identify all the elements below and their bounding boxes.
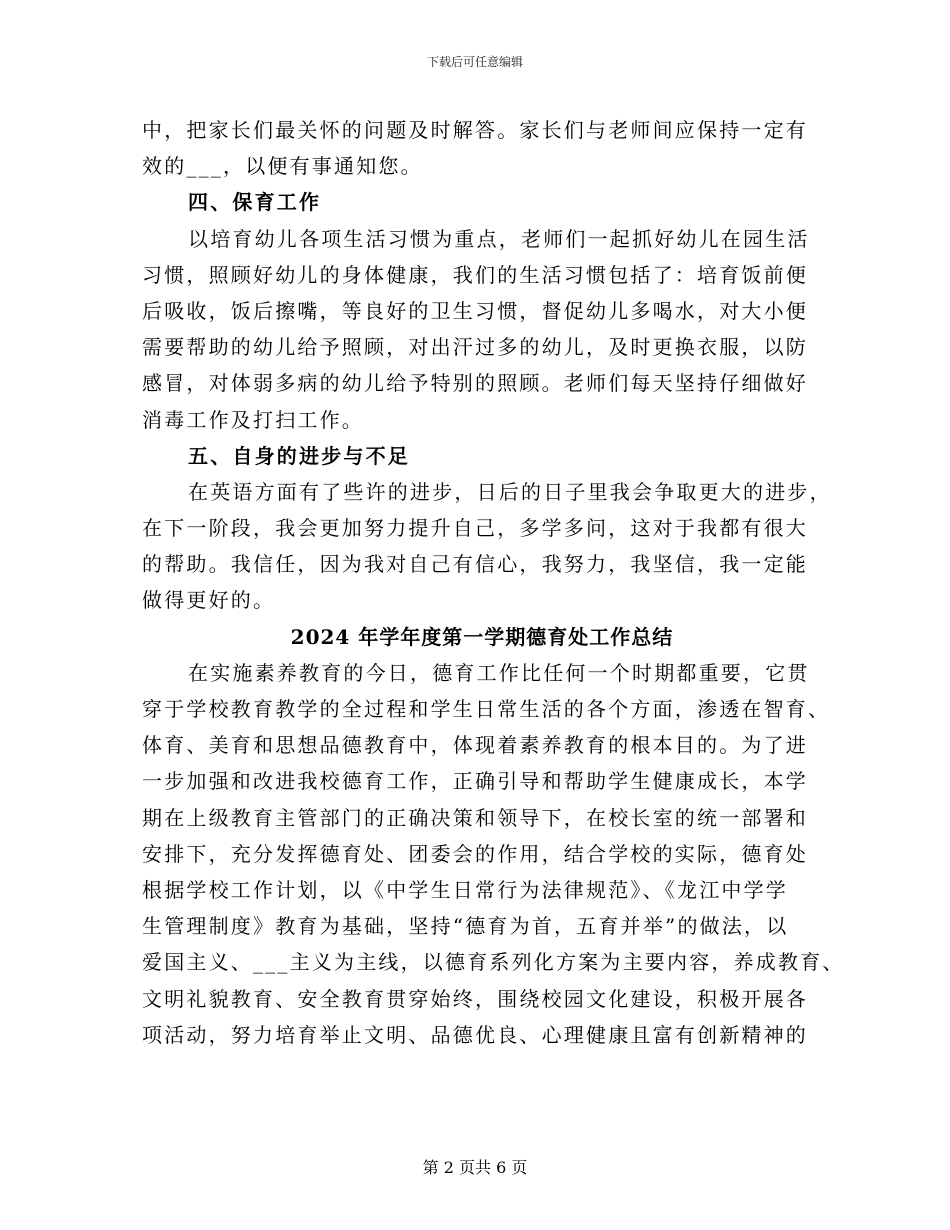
- paragraph-line: 体育、美育和思想品德教育中，体现着素养教育的根本目的。为了进: [142, 733, 808, 758]
- paragraph-line: 以培育幼儿各项生活习惯为重点，老师们一起抓好幼儿在园生活: [188, 226, 810, 251]
- section-heading: 五、自身的进步与不足: [188, 443, 410, 468]
- paragraph-line: 效的___，以便有事通知您。: [142, 154, 423, 179]
- paragraph-line: 项活动，努力培育举止文明、品德优良、心理健康且富有创新精神的: [142, 1022, 808, 1047]
- paragraph-line: 需要帮助的幼儿给予照顾，对出汗过多的幼儿，及时更换衣服，以防: [142, 335, 808, 360]
- page-footer: 第 2 页共 6 页: [422, 1158, 528, 1177]
- paragraph-line: 生管理制度》教育为基础，坚持“德育为首，五育并举”的做法，以: [142, 914, 789, 939]
- paragraph-line: 的帮助。我信任，因为我对自己有信心，我努力，我坚信，我一定能: [142, 552, 808, 577]
- paragraph-line: 期在上级教育主管部门的正确决策和领导下，在校长室的统一部署和: [142, 805, 808, 830]
- paragraph-line: 一步加强和改进我校德育工作，正确引导和帮助学生健康成长，本学: [142, 769, 808, 794]
- paragraph-line: 爱国主义、___主义为主线，以德育系列化方案为主要内容，养成教育、: [142, 950, 845, 975]
- paragraph-line: 后吸收，饭后擦嘴，等良好的卫生习惯，督促幼儿多喝水，对大小便: [142, 298, 808, 323]
- paragraph-line: 根据学校工作计划，以《中学生日常行为法律规范》、《龙江中学学: [142, 877, 788, 902]
- paragraph-line: 在英语方面有了些许的进步，日后的日子里我会争取更大的进步，: [188, 479, 832, 504]
- section-heading: 四、保育工作: [188, 190, 322, 215]
- paragraph-line: 文明礼貌教育、安全教育贯穿始终，围绕校园文化建设，积极开展各: [142, 986, 808, 1011]
- paragraph-line: 在实施素养教育的今日，德育工作比任何一个时期都重要，它贯: [188, 660, 810, 685]
- paragraph-line: 中，把家长们最关怀的问题及时解答。家长们与老师间应保持一定有: [142, 118, 808, 142]
- page-header: 下载后可任意编辑: [426, 55, 523, 69]
- paragraph-line: 习惯，照顾好幼儿的身体健康，我们的生活习惯包括了：培育饭前便: [142, 262, 808, 287]
- document-title: 2024 年学年度第一学期德育处工作总结: [290, 624, 674, 649]
- paragraph-line: 穿于学校教育教学的全过程和学生日常生活的各个方面，渗透在智育、: [142, 697, 831, 721]
- paragraph-line: 在下一阶段，我会更加努力提升自己，多学多问，这对于我都有很大: [142, 516, 808, 541]
- paragraph-line: 安排下，充分发挥德育处、团委会的作用，结合学校的实际，德育处: [142, 841, 808, 866]
- paragraph-line: 做得更好的。: [142, 588, 276, 613]
- paragraph-line: 感冒，对体弱多病的幼儿给予特别的照顾。老师们每天坚持仔细做好: [142, 371, 808, 396]
- paragraph-line: 消毒工作及打扫工作。: [142, 407, 364, 432]
- document-body: [142, 112, 845, 1053]
